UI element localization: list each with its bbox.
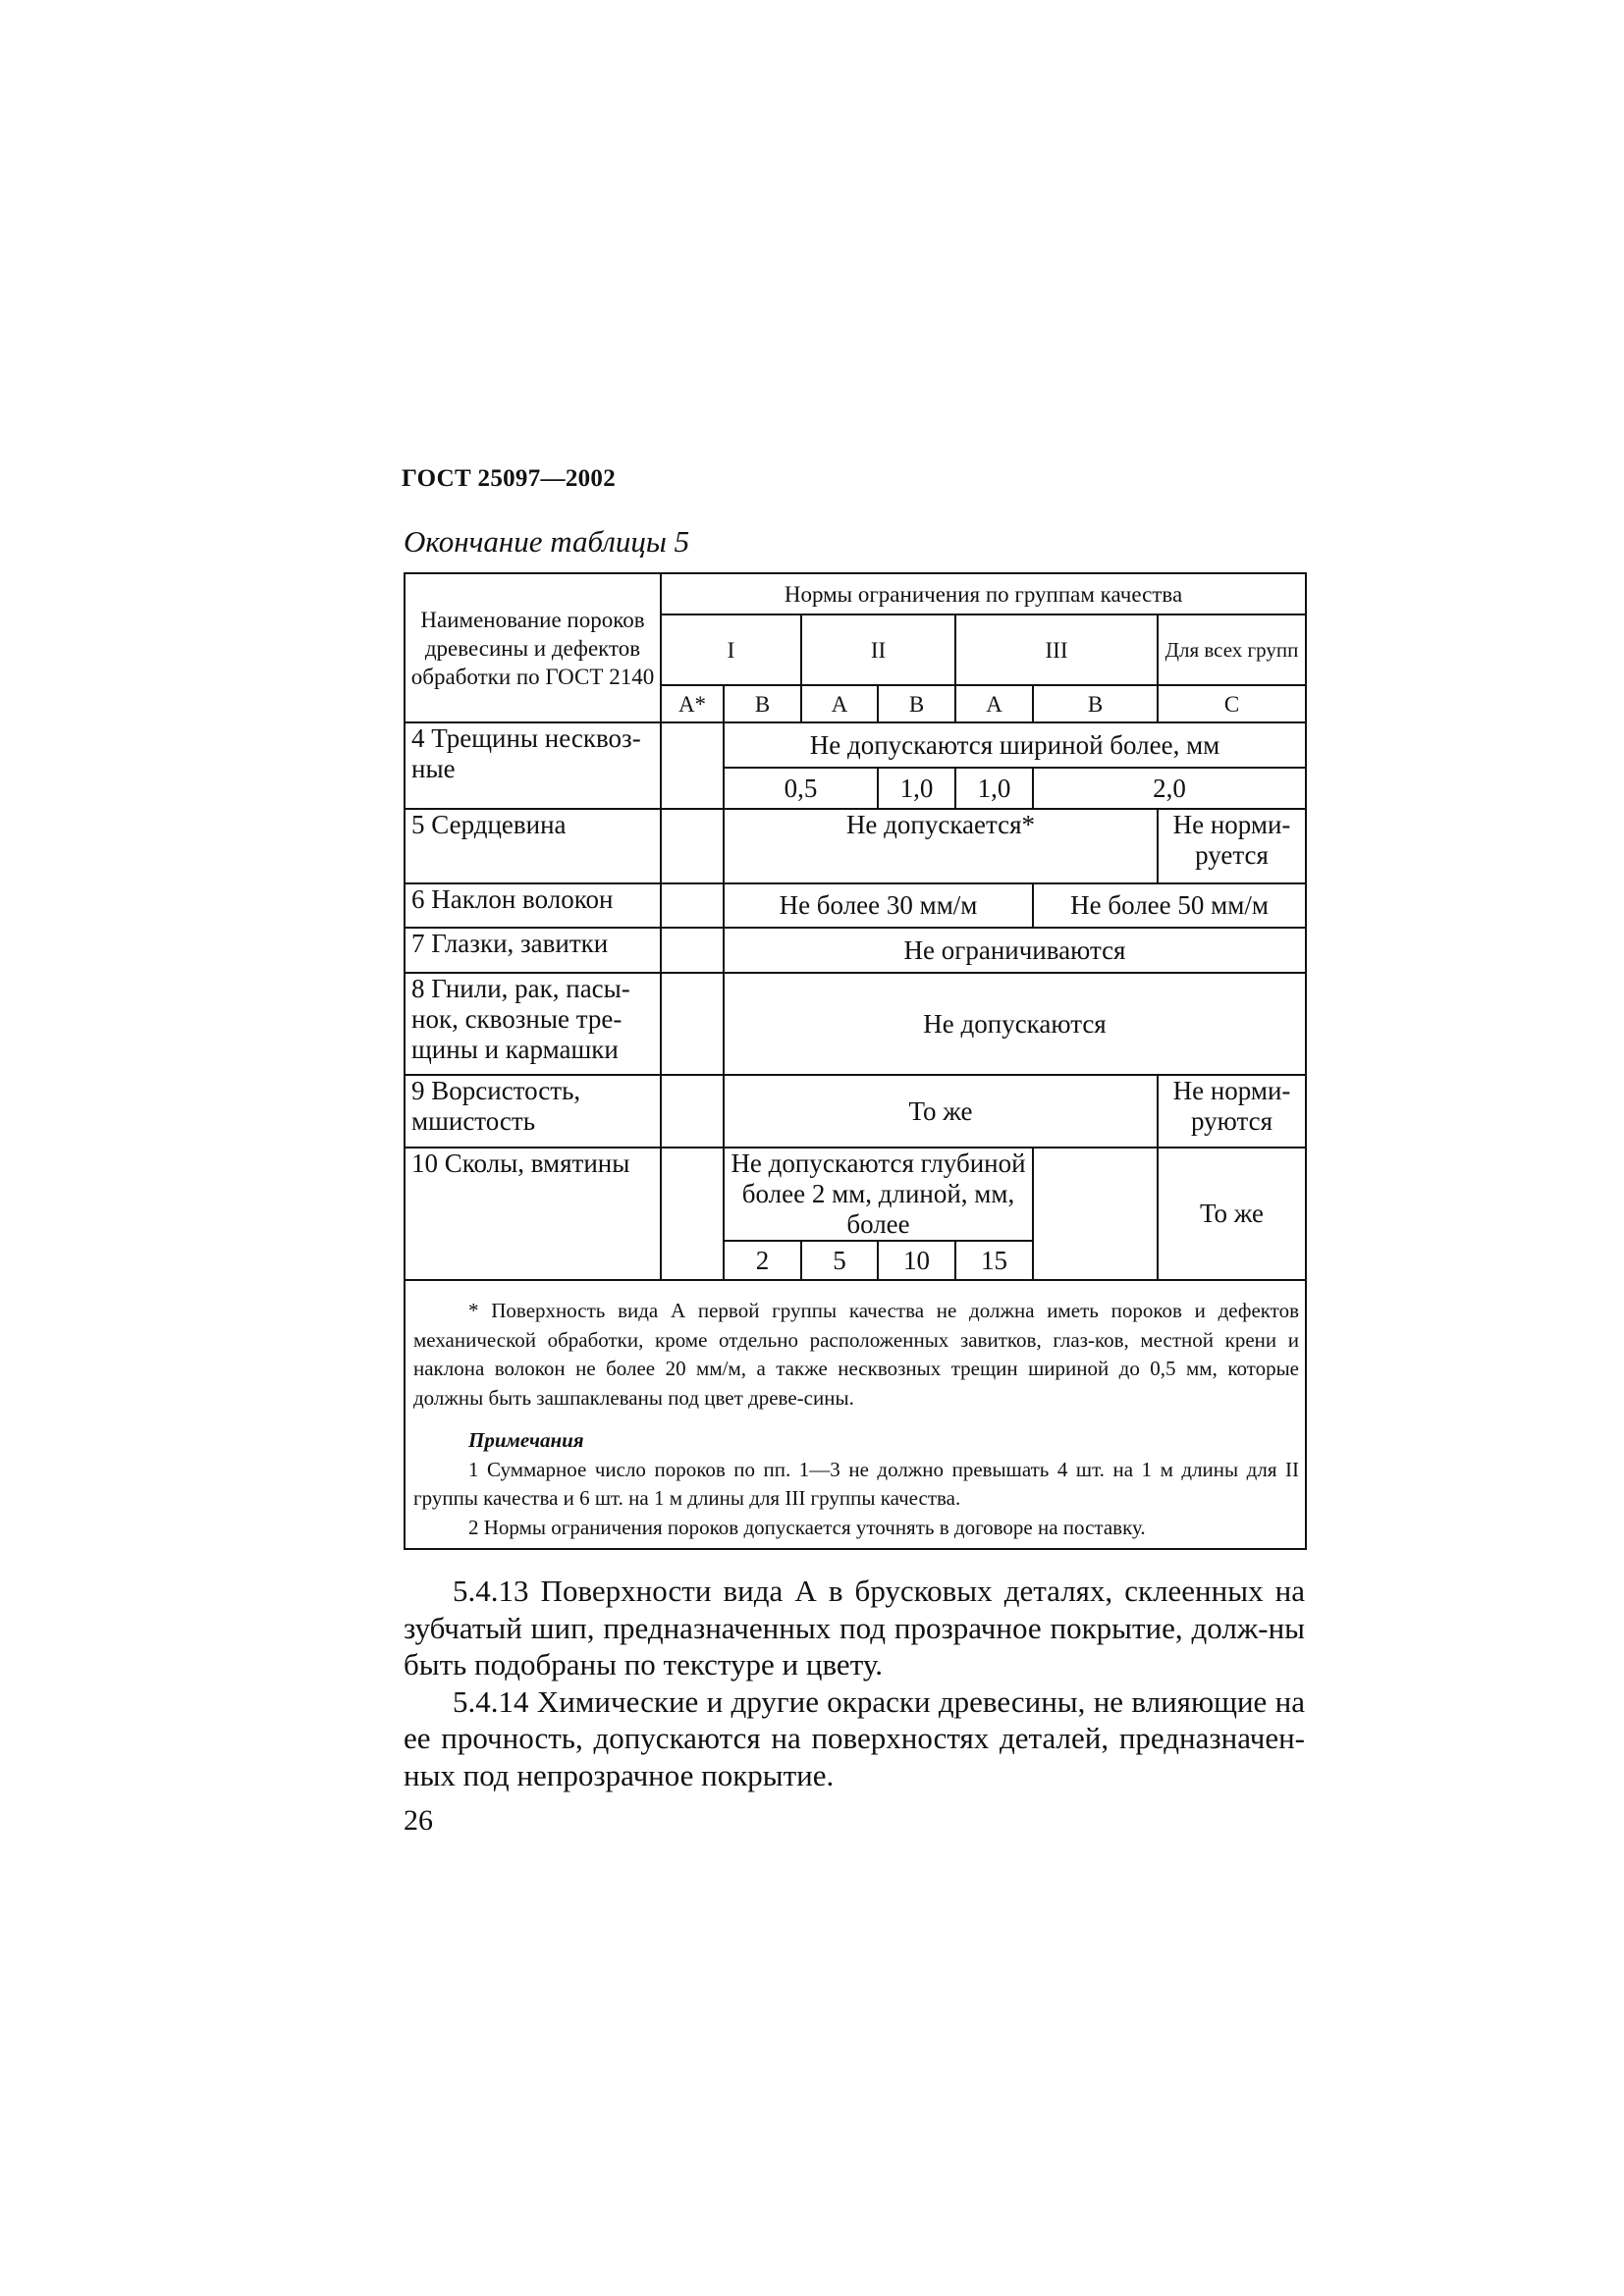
norm-value: 2 [724,1241,801,1280]
norm-text: Не ограничиваются [724,928,1306,973]
defects-table [404,572,1307,1550]
norm-text: Не допускаются шириной более, мм [724,722,1306,768]
page-number: 26 [404,1804,433,1837]
subgroup-header: В [878,685,955,722]
group-header-3: III [955,614,1158,685]
table-footnote: * Поверхность вида А первой группы качества не должна иметь пороков и дефектов механической обработки, кроме отдельно расположенных завитков, глаз-ков, местной крени и наклона волокон не более 20 мм/м, а также несквозных трещин шириной до 0,5 мм, которые должны быть зашпаклеваны под цвет древе-сины. [413,1299,1300,1410]
empty-cell [1033,1148,1158,1241]
column-name-header: Наименование пороков древесины и дефектов обработки по ГОСТ 2140 [405,573,661,722]
subgroup-header: В [1033,685,1158,722]
empty-cell [661,928,724,973]
defect-name: 5 Сердцевина [405,809,661,883]
group-header-1: I [661,614,801,685]
subgroup-header: А [801,685,878,722]
subgroup-header: В [724,685,801,722]
subgroup-header: А [955,685,1033,722]
norm-all-groups: То же [1158,1148,1306,1280]
defect-name: 10 Сколы, вмятины [405,1148,661,1280]
note-item: 1 Суммарное число пороков по пп. 1—3 не должно превышать 4 шт. на 1 м длины для II группы качества и 6 шт. на 1 м длины для III группы качества. [413,1457,1300,1510]
paragraph: 5.4.14 Химические и другие окраски древесины, не влияющие на ее прочность, допускаются на поверхностях деталей, предназначен-ных под непрозрачное покрытие. [404,1683,1305,1792]
norm-text: Не допускаются [724,973,1306,1075]
defect-name: 9 Ворсистость, мшистость [405,1075,661,1148]
empty-cell [661,722,724,809]
norm-text: Не более 30 мм/м [724,883,1033,928]
group-header-all: Для всех групп [1158,614,1306,685]
notes-title: Примечания [468,1428,584,1452]
norm-all-groups: Не норми-руется [1158,809,1306,883]
group-header-2: II [801,614,955,685]
norm-value: 2,0 [1033,768,1306,809]
norm-value: 15 [955,1241,1033,1280]
defect-name: 7 Глазки, завитки [405,928,661,973]
empty-cell [1033,1241,1158,1280]
note-item: 2 Нормы ограничения пороков допускается уточнять в договоре на поставку. [468,1515,1146,1539]
norm-value: 1,0 [955,768,1033,809]
empty-cell [661,1075,724,1148]
norm-all-groups: Не норми-руются [1158,1075,1306,1148]
norms-header: Нормы ограничения по группам качества [661,573,1306,614]
norm-text: Не допускаются глубиной более 2 мм, длиной, мм, более [724,1148,1033,1241]
table-notes [405,1280,1306,1549]
subgroup-header: А* [661,685,724,722]
paragraph: 5.4.13 Поверхности вида А в брусковых деталях, склеенных на зубчатый шип, предназначенных под прозрачное покрытие, долж-ны быть подобраны по текстуре и цвету. [404,1574,1305,1682]
norm-value: 0,5 [724,768,878,809]
empty-cell [661,973,724,1075]
norm-value: 10 [878,1241,955,1280]
empty-cell [661,809,724,883]
defect-name: 6 Наклон волокон [405,883,661,928]
defect-name: 4 Трещины несквоз-ные [405,722,661,809]
table-caption: Окончание таблицы 5 [404,524,690,559]
norm-text: То же [724,1075,1158,1148]
defect-name: 8 Гнили, рак, пасы-нок, сквозные тре-щины и кармашки [405,973,661,1075]
body-text [404,1573,1305,1793]
norm-text: Не более 50 мм/м [1033,883,1306,928]
norm-value: 1,0 [878,768,955,809]
empty-cell [661,883,724,928]
norm-text: Не допускается* [724,809,1158,883]
norm-value: 5 [801,1241,878,1280]
document-code: ГОСТ 25097—2002 [402,465,617,492]
subgroup-header: С [1158,685,1306,722]
empty-cell [661,1148,724,1280]
